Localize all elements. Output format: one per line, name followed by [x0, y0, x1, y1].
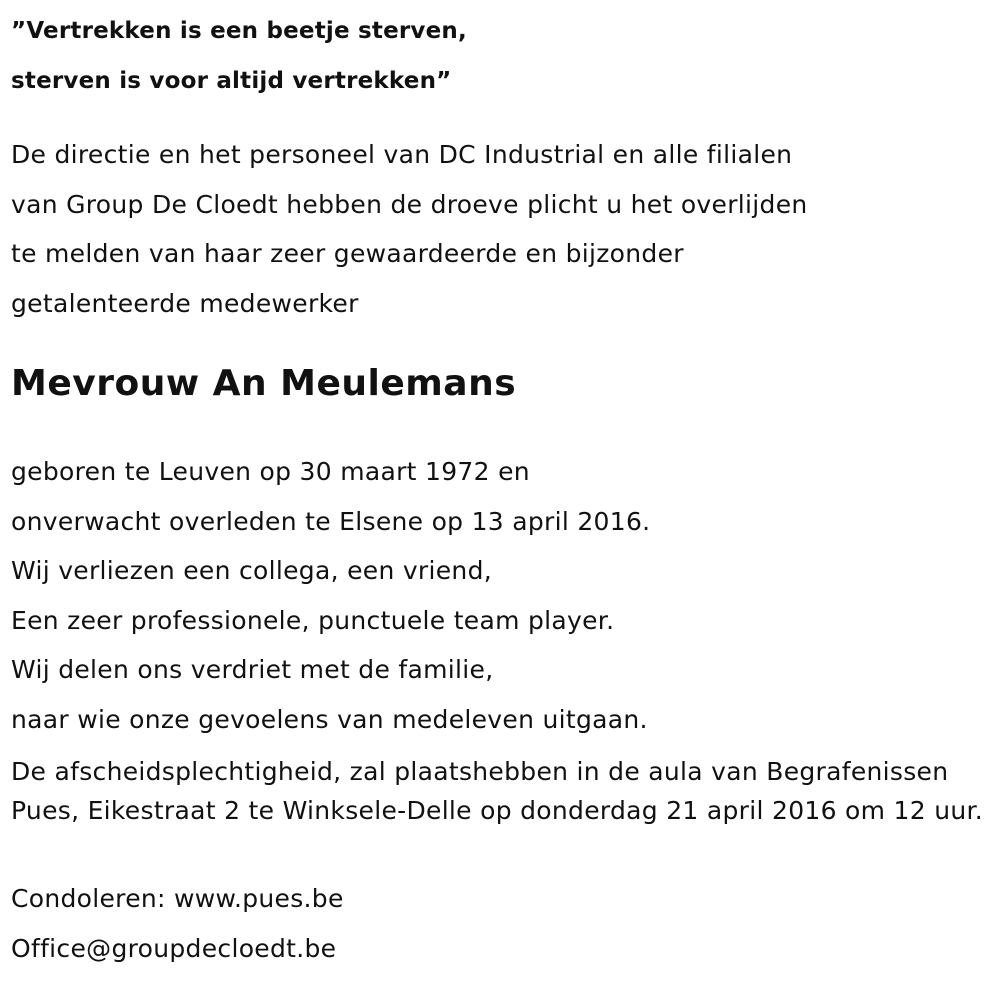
details-line: Wij verliezen een collega, een vriend,	[11, 556, 492, 585]
announcement-intro	[11, 130, 808, 328]
condolences-link[interactable]: Condoleren: www.pues.be	[11, 884, 344, 913]
contact-info	[11, 874, 344, 973]
details-line: naar wie onze gevoelens van medeleven uitgaan.	[11, 704, 648, 734]
intro-line: van Group De Cloedt hebben de droeve plicht u het overlijden	[11, 189, 808, 219]
details-line: geboren te Leuven op 30 maart 1972 en	[11, 457, 530, 486]
details-line: Wij delen ons verdriet met de familie,	[11, 655, 494, 684]
quote-line-2: sterven is voor altijd vertrekken”	[11, 68, 452, 94]
ceremony-info: De afscheidsplechtigheid, zal plaatshebben in de aula van Begrafenissen Pues, Eikestraat 2 te Winksele-Delle op donderdag 21 april 2016 om 12 uur.	[11, 757, 984, 825]
email-link[interactable]: Office@groupdecloedt.be	[11, 933, 337, 963]
opening-quote	[11, 6, 467, 106]
deceased-name: Mevrouw An Meulemans	[11, 363, 517, 404]
intro-line: De directie en het personeel van DC Industrial en alle filialen	[11, 140, 793, 169]
details-text	[11, 447, 650, 744]
details-line: onverwacht overleden te Elsene op 13 april 2016.	[11, 506, 651, 536]
quote-line-1: ”Vertrekken is een beetje sterven,	[11, 18, 467, 44]
intro-line: te melden van haar zeer gewaardeerde en bijzonder	[11, 239, 684, 268]
details-line: Een zeer professionele, punctuele team player.	[11, 605, 615, 635]
intro-line: getalenteerde medewerker	[11, 288, 359, 318]
